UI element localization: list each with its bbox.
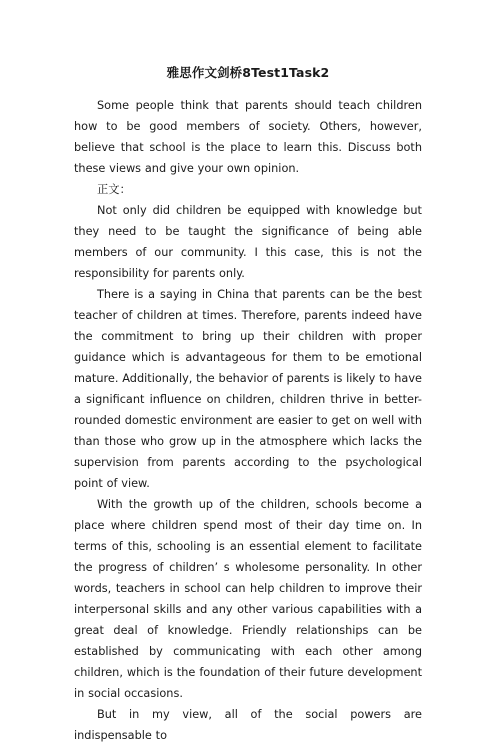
document-title: 雅思作文剑桥8Test1Task2 bbox=[166, 65, 330, 80]
task-prompt: Some people think that parents should teach children how to be good members of society. Others, however, believe that school is the place to learn this. Discuss both these views and give your own opinion. bbox=[74, 99, 422, 175]
essay-paragraph: But in my view, all of the social powers are indispensable to bbox=[74, 708, 422, 742]
essay-paragraph: Not only did children be equipped with knowledge but they need to be taught the significance of being able members of our community. I this case, this is not the responsibility for parents only. bbox=[74, 204, 422, 280]
essay-paragraph: With the growth up of the children, schools become a place where children spend most of their day time on. In terms of this, schooling is an essential element to facilitate the progress of children’ s wholesome personality. In other words, teachers in school can help children to improve their interpersonal skills and any other various capabilities with a great deal of knowledge. Friendly relationships can be established by communicating with each other among children, which is the foundation of their future development in social occasions. bbox=[74, 498, 422, 700]
essay-paragraph: There is a saying in China that parents can be the best teacher of children at times. Therefore, parents indeed have the commitment to bring up their children with proper guidance which is advantageous for them to be emotional mature. Additionally, the behavior of parents is likely to have a significant influence on children, children thrive in better-rounded domestic environment are easier to get on well with than those who grow up in the atmosphere which lacks the supervision from parents according to the psychological point of view. bbox=[74, 288, 422, 490]
body-label: 正文： bbox=[97, 183, 131, 196]
